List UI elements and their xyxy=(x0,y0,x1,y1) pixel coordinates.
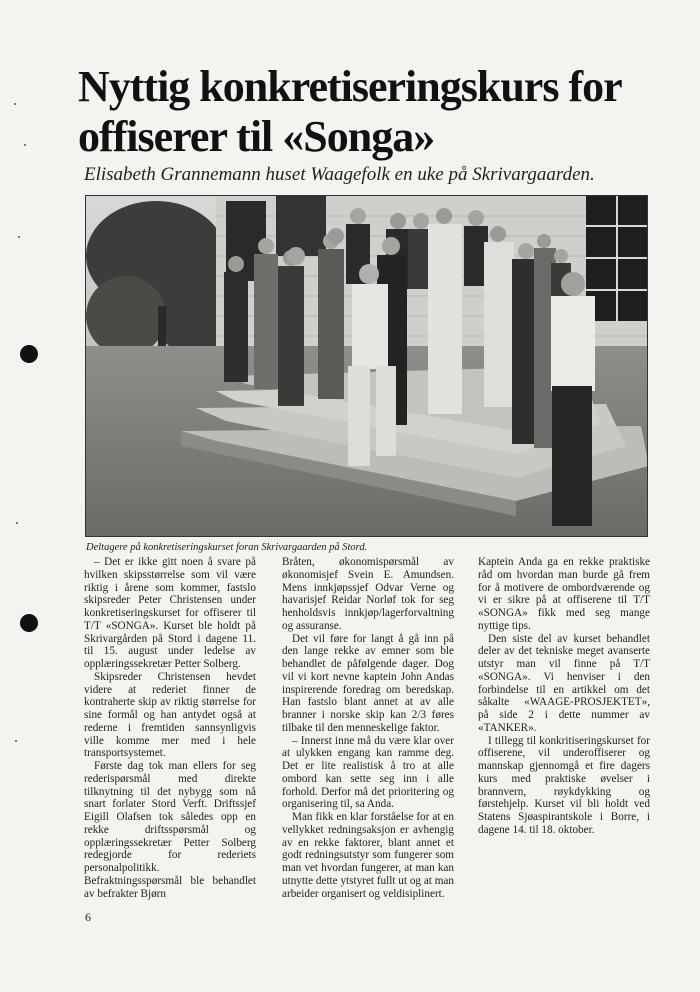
article-paragraph: Første dag tok man ellers for seg rederispørsmål med direkte tilknytning til det nybygg som nå snart forlater Stord Verft. Driftssjef Eigill Olafsen tok således opp en rekke driftsspørsmål og opplæringssekretær Petter Solberg redegjorde for rederiets personalpolitikk. Befraktningsspørsmål ble behandlet av befrakter Bjørn xyxy=(84,760,256,900)
scan-speck xyxy=(24,144,26,146)
article-paragraph-continued: Kaptein Anda ga en rekke praktiske råd om hvordan man burde gå frem for å motivere de ombordværende og vi er sikre på at offiserene til T/T «SONGA» fikk med seg mange nyttige tips. xyxy=(478,556,650,632)
article-paragraph: Skipsreder Christensen hevdet videre at rederiet finner de kontraherte skip av riktig størrelse for sine formål og han antydet også at rederne i fremtiden sannsynligvis ville komme mer med i hele transportsystemet. xyxy=(84,670,256,760)
article-paragraph: Den siste del av kurset behandlet deler av det tekniske meget avanserte utstyr man vil finne på T/T «SONGA». Vi henviser i den forbindelse til en artikkel om det såkalte «WAAGE-PROSJEKTET», på side 2 i dette nummer av «TANKER». xyxy=(478,632,650,734)
page-number: 6 xyxy=(85,910,91,924)
scan-speck xyxy=(14,103,16,105)
article-column-1 xyxy=(84,556,256,900)
article-paragraph: Man fikk en klar forståelse for at en vellykket redningsaksjon er avhengig av en rekke faktorer, blant annet et godt redningsutstyr som fungerer som man vet hvordan fungerer, at man kan utnytte dette ytstyret fullt ut og at man arbeider organisert og veldisiplinert. xyxy=(282,811,454,900)
article-column-2 xyxy=(282,556,454,900)
headline-line-1: Nyttig konkretiseringskurs for xyxy=(78,62,622,111)
article-paragraph: Bråten, økonomispørsmål av økonomisjef Svein E. Amundsen. Mens innkjøpssjef Odvar Verne og havarisjef Reidar Norløf tok for seg henholdsvis innkjøp/lagerforvaltning og assuranse. xyxy=(282,556,454,632)
article-subtitle: Elisabeth Grannemann huset Waagefolk en uke på Skrivargaarden. xyxy=(84,164,595,185)
article-paragraph: I tillegg til konkritiseringskurset for offiserene, vil underoffiserer og mannskap gjennomgå et fire dagers kurs med praktiske øvelser i brannvern, røykdykking og førstehjelp. Kurset vil bli holdt ved Statens Sjøaspirantskole i Borre, i dagene 14. til 18. oktober. xyxy=(478,734,650,836)
binder-hole-bottom xyxy=(20,614,38,632)
binder-hole-top xyxy=(20,345,38,363)
article-column-3 xyxy=(478,556,650,837)
article-paragraph: Det vil føre for langt å gå inn på den lange rekke av emner som ble behandlet de påfølgende dager. Dog vil vi kort nevne kaptein John Andas inspirerende foredrag om beredskap. Han fastslo blant annet at av alle branner i norske skip kan 2/3 føres tilbake til den menneskelige faktor. xyxy=(282,632,454,734)
article-paragraph: – Det er ikke gitt noen å svare på hvilken skipsstørrelse som vil være riktig i årene som kommer, fastslo skipsreder Peter Christensen under konkretiseringskurset for offiserer til T/T «SONGA». Kurset ble holdt på Skrivargården på Stord i dagene 11. til 15. august under ledelse av opplæringssekretær Petter Solberg. xyxy=(84,556,256,670)
group-photo xyxy=(85,195,648,537)
article-headline xyxy=(78,62,678,162)
group-photo-illustration xyxy=(86,196,648,537)
scan-speck xyxy=(15,740,17,742)
scan-speck xyxy=(16,522,18,524)
article-paragraph: – Innerst inne må du være klar over at ulykken engang kan ramme deg. Det er lite realistisk å tro at alle ombord kan sette seg inn i alle forhold. Derfor må det prioritering og organisering til, sa Anda. xyxy=(282,734,454,811)
photo-caption: Deltagere på konkretiseringskurset foran Skrivargaarden på Stord. xyxy=(86,542,368,553)
scan-speck xyxy=(18,236,20,238)
headline-line-2: offiserer til «Songa» xyxy=(78,112,435,161)
